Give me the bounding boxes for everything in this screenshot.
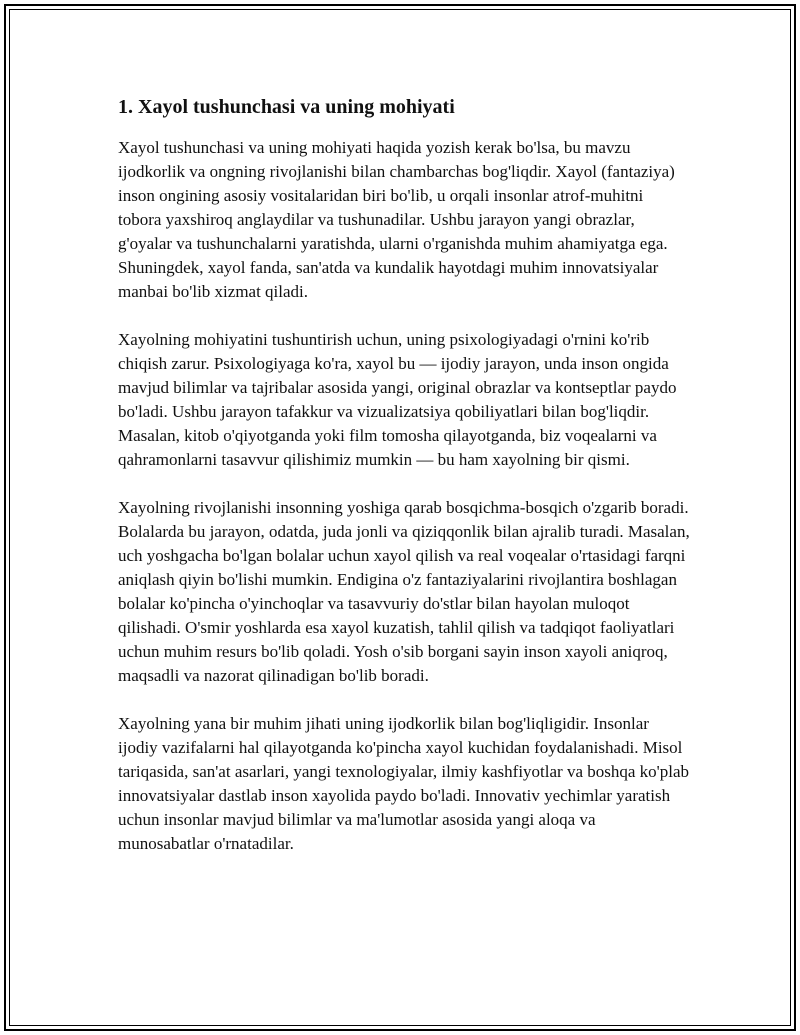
paragraph-3: Xayolning rivojlanishi insonning yoshiga qarab bosqichma-bosqich o'zgarib boradi. Bolalarda bu jarayon, odatda, juda jonli va qiziqqonlik bilan ajralib turadi. Masalan, uch yoshgacha bo'lgan bolalar uchun xayol qilish va real voqealar o'rtasidagi farqni aniqlash qiyin bo'lishi mumkin. Endigina o'z fantaziyalarini rivojlantira boshlagan bolalar ko'pincha o'yinchoqlar va tasavvuriy do'stlar bilan hayolan muloqot qilishadi. O'smir yoshlarda esa xayol kuzatish, tahlil qilish va tadqiqot faoliyatlari uchun muhim resurs bo'lib qoladi. Yosh o'sib borgani sayin inson xayoli aniqroq, maqsadli va nazorat qilinadigan bo'lib boradi. <box>118 498 690 685</box>
paragraph-1: Xayol tushunchasi va uning mohiyati haqida yozish kerak bo'lsa, bu mavzu ijodkorlik va ongning rivojlanishi bilan chambarchas bog'liqdir. Xayol (fantaziya) inson ongining asosiy vositalaridan biri bo'lib, u orqali insonlar atrof-muhitni tobora yaxshiroq anglaydilar va tushunadilar. Ushbu jarayon yangi obrazlar, g'oyalar va tushunchalarni yaratishda, ularni o'rganishda muhim ahamiyatga ega. Shuningdek, xayol fanda, san'atda va kundalik hayotdagi muhim innovatsiyalar manbai bo'lib xizmat qiladi. <box>118 138 675 301</box>
document-body <box>118 94 690 880</box>
section-heading: 1. Xayol tushunchasi va uning mohiyati <box>118 96 455 118</box>
paragraph-4: Xayolning yana bir muhim jihati uning ijodkorlik bilan bog'liqligidir. Insonlar ijodiy vazifalarni hal qilayotganda ko'pincha xayol kuchidan foydalanishadi. Misol tariqasida, san'at asarlari, yangi texnologiyalar, ilmiy kashfiyotlar va boshqa ko'plab innovatsiyalar dastlab inson xayolida paydo bo'ladi. Innovativ yechimlar yaratish uchun insonlar mavjud bilimlar va ma'lumotlar asosida yangi aloqa va munosabatlar o'rnatadilar. <box>118 714 690 853</box>
paragraph-2: Xayolning mohiyatini tushuntirish uchun, uning psixologiyadagi o'rnini ko'rib chiqish zarur. Psixologiyaga ko'ra, xayol bu — ijodiy jarayon, unda inson ongida mavjud bilimlar va tajribalar asosida yangi, original obrazlar va kontseptlar paydo bo'ladi. Ushbu jarayon tafakkur va vizualizatsiya qobiliyatlari bilan bog'liqdir. Masalan, kitob o'qiyotganda yoki film tomosha qilayotganda, biz voqealarni va qahramonlarni tasavvur qilishimiz mumkin — bu ham xayolning bir qismi. <box>118 330 677 469</box>
